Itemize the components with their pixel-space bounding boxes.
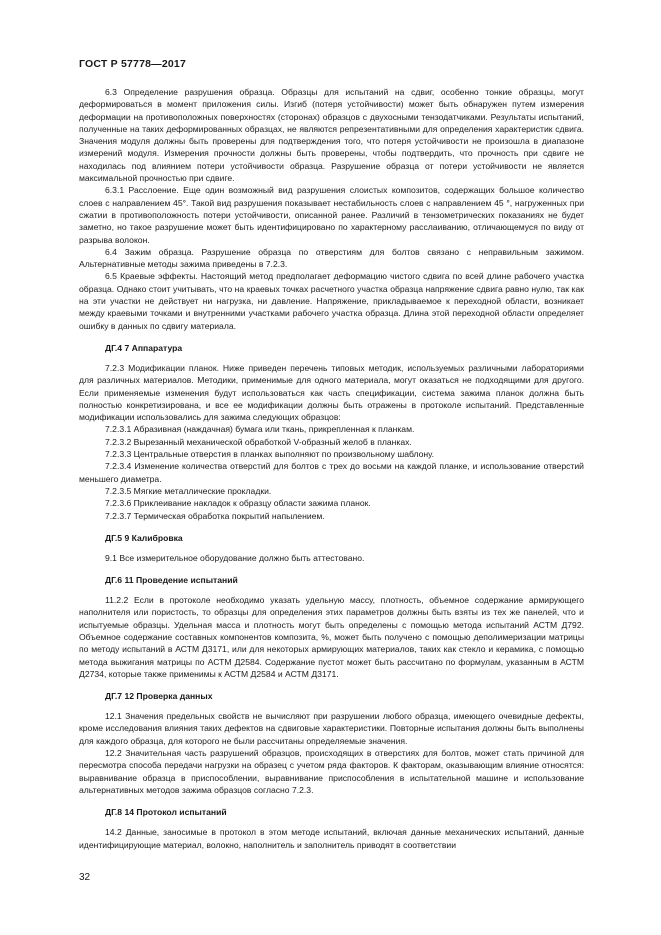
list-item-7-2-3-4: 7.2.3.4 Изменение количества отверстий для болтов с трех до восьми на каждой планке, и использование отверстий меньшего диаметра. <box>79 461 584 484</box>
list-item-7-2-3-3: 7.2.3.3 Центральные отверстия в планках выполняют по произвольному шаблону. <box>105 449 435 460</box>
paragraph-12-1: 12.1 Значения предельных свойств не вычисляют при разрушении любого образца, имеющего очевидные дефекты, кроме исследования влияния таких дефектов на сдвиговые характеристики. Повторные испытания должны быть выполнены для каждого образца, для которого не были рассчитаны определяемые значения. <box>79 711 584 746</box>
list-item-7-2-3-7: 7.2.3.7 Термическая обработка покрытий напылением. <box>105 510 325 521</box>
document-header: ГОСТ Р 57778—2017 <box>79 58 187 70</box>
paragraph-14-2: 14.2 Данные, заносимые в протокол в этом методе испытаний, включая данные механических испытаний, данные идентифицирующие материал, волокно, наполнитель и заполнитель приводят в соответствии <box>79 827 584 850</box>
paragraph-11-2-2: 11.2.2 Если в протоколе необходимо указать удельную массу, плотность, объемное содержание армирующего наполнителя или пористость, то образцы для определения этих параметров должны быть взяты из тех же панелей, что и испытуемые образцы. Удельная масса и плотность могут быть определены с помощью метода испытаний АСТМ Д792. Объемное содержание составных компонентов композита, %, может быть получено с помощью деполимеризации матрицы по методу испытаний в АСТМ Д3171, или для некоторых армирующих материалов, таких как стекло и керамика, с помощью метода выжигания матрицы по АСТМ Д2584. Содержание пустот может быть рассчитано по формулам, указанным в АСТМ Д2734, которые также применимы к АСТМ Д2584 и АСТМ Д3171. <box>79 595 584 679</box>
paragraph-9-1: 9.1 Все измерительное оборудование должно быть аттестовано. <box>105 552 365 563</box>
paragraph-7-2-3: 7.2.3 Модификации планок. Ниже приведен перечень типовых методик, используемых различными лабораториями для различных материалов. Методики, применимые для одного материала, могут оказаться не подходящими для другого. Если применяемые изменения будут использоваться как часть спецификации, система зажима планок должна быть полностью конкретизирована, и все ее модификации должны быть отражены в протоколе испытаний. Представленные модификации использовались для зажима следующих образцов: <box>79 362 584 423</box>
paragraph-12-2: 12.2 Значительная часть разрушений образцов, происходящих в отверстиях для болтов, может стать причиной для пересмотра способа передачи нагрузки на образец с учетом ряда факторов. К факторам, оказывающим влияние относятся: выравнивание образца в приспособлении, выравнивание приспособления в испытательной машине и использование альтернативных методов зажима образцов согласно 7.2.3. <box>79 748 584 795</box>
section-heading-dg7: ДГ.7 12 Проверка данных <box>105 691 213 702</box>
section-heading-dg6: ДГ.6 11 Проведение испытаний <box>105 575 238 586</box>
paragraph-6-3-1: 6.3.1 Расслоение. Еще один возможный вид разрушения слоистых композитов, содержащих большое количество слоев с направлением 45°. Такой вид разрушения показывает нестабильность слоев с направлением 45 °, нагруженных при сжатии в противоположность потери устойчивости, описанной ранее. Различий в тензометрических показаниях не будет заметно, но такое разрушение может быть идентифицировано по характерному расслаиванию, отличающемуся по виду от разрыва волокон. <box>79 185 584 245</box>
document-body <box>79 86 584 851</box>
paragraph-6-5: 6.5 Краевые эффекты. Настоящий метод предполагает деформацию чистого сдвига по всей длине рабочего участка образца. Однако стоит учитывать, что на краевых точках расчетного участка образца напряжение сдвига равно нулю, так как на эти участки не действует ни нагрузка, ни давление. Напряжение, прикладываемое к переходной области, возникает между краевыми точками и внутренними участками рабочего участка образца. Длина этой переходной области определяет ошибку в данных по сдвигу материала. <box>79 271 584 331</box>
section-heading-dg8: ДГ.8 14 Протокол испытаний <box>105 807 227 818</box>
section-heading-dg5: ДГ.5 9 Калибровка <box>105 532 183 543</box>
list-item-7-2-3-6: 7.2.3.6 Приклеивание накладок к образцу области зажима планок. <box>105 498 371 509</box>
section-heading-dg4: ДГ.4 7 Аппаратура <box>105 342 183 353</box>
list-item-7-2-3-2: 7.2.3.2 Вырезанный механической обработкой V-образный желоб в планках. <box>105 436 412 447</box>
paragraph-6-3: 6.3 Определение разрушения образца. Образцы для испытаний на сдвиг, особенно тонкие образцы, могут деформироваться в момент приложения силы. Изгиб (потеря устойчивости) может быть обнаружен путем измерения деформации на противоположных поверхностях (сторонах) образцов с двухосными тензодатчиками. Результаты испытаний, полученные на таких деформированных образцах, не являются репрезентативными для определения характеристик сдвига. Значения модуля должны быть проверены для подтверждения того, что потеря устойчивости не произошла в диапазоне измерений модуля. Измерения прочности должны быть проверены, чтобы подтвердить, что прочность при сдвиге не находилась под влиянием потери устойчивости образца. Разрушение образца от потери устойчивости не является максимальной прочностью при сдвиге. <box>79 87 584 184</box>
list-item-7-2-3-1: 7.2.3.1 Абразивная (наждачная) бумага или ткань, прикрепленная к планкам. <box>105 424 415 435</box>
list-item-7-2-3-5: 7.2.3.5 Мягкие металлические прокладки. <box>105 485 272 496</box>
page-number: 32 <box>79 872 91 883</box>
paragraph-6-4: 6.4 Зажим образца. Разрушение образца по отверстиям для болтов связано с неправильным зажимом. Альтернативные методы зажима приведены в 7.2.3. <box>79 246 584 270</box>
